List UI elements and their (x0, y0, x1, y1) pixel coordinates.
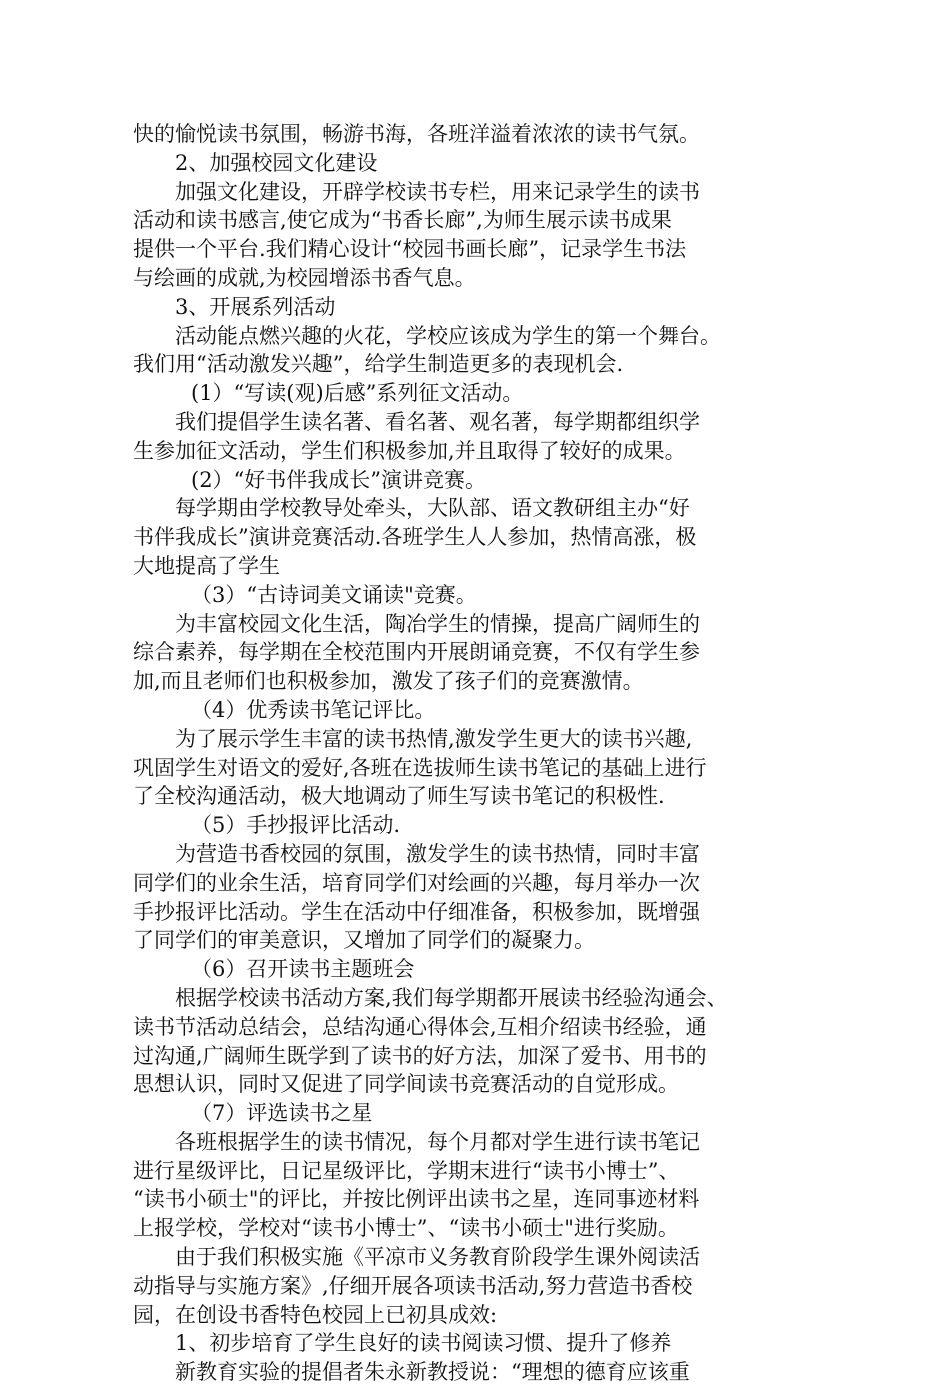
text-line: 我们用“活动激发兴趣”，给学生制造更多的表现机会. (133, 352, 624, 377)
text-line: 生参加征文活动，学生们积极参加,并且取得了较好的成果。 (133, 438, 686, 463)
subsection-heading: （4）优秀读书笔记评比。 (191, 697, 436, 722)
text-line: “读书小硕士"的评比，并按比例评出读书之星，连同事迹材料 (133, 1187, 700, 1212)
subsection-heading: （7）评选读书之星 (191, 1101, 373, 1126)
text-line: 上报学校，学校对“读书小博士”、“读书小硕士"进行奖励。 (133, 1216, 679, 1241)
document-body (133, 120, 823, 1387)
text-line: 快的愉悦读书氛围，畅游书海，各班洋溢着浓浓的读书气氛。 (133, 122, 700, 146)
text-line: 园，在创设书香特色校园上已初具成效: (133, 1302, 498, 1327)
section-heading: 2、加强校园文化建设 (175, 150, 378, 175)
text-line: 活动和读书感言,使它成为“书香长廊”,为师生展示读书成果 (133, 208, 672, 233)
paragraph-start: 为营造书香校园的氛围，激发学生的读书热情，同时丰富 (175, 841, 700, 866)
text-line: 与绘画的成就,为校园增添书香气息。 (133, 265, 476, 290)
text-line: 了全校沟通活动，极大地调动了师生写读书笔记的积极性. (133, 784, 665, 809)
text-line: 同学们的业余生活，培育同学们对绘画的兴趣，每月举办一次 (133, 870, 700, 895)
text-line: 大地提高了学生 (133, 553, 280, 578)
subsection-heading: (2）“好书伴我成长”演讲竞赛。 (191, 467, 487, 492)
section-heading: 1、初步培育了学生良好的读书阅读习惯、提升了修养 (175, 1331, 672, 1356)
subsection-heading: (1）“写读(观)后感”系列征文活动。 (191, 381, 524, 406)
paragraph-start: 新教育实验的提倡者朱永新教授说：“理想的德育应该重 (175, 1360, 690, 1385)
text-line: 加,而且老师们也积极参加，激发了孩子们的竞赛激情。 (133, 669, 644, 694)
paragraph-start: 由于我们积极实施《平凉市义务教育阶段学生课外阅读活 (175, 1245, 700, 1270)
subsection-heading: （6）召开读书主题班会 (191, 957, 415, 982)
paragraph-start: 各班根据学生的读书情况，每个月都对学生进行读书笔记 (175, 1129, 700, 1154)
text-line: 动指导与实施方案》,仔细开展各项读书活动,努力营造书香校 (133, 1273, 693, 1298)
section-heading: 3、开展系列活动 (175, 294, 336, 319)
subsection-heading: （3）“古诗词美文诵读"竞赛。 (191, 582, 477, 607)
text-line: 书伴我成长”演讲竞赛活动.各班学生人人参加，热情高涨，极 (133, 525, 697, 550)
text-line: 进行星级评比，日记星级评比，学期末进行“读书小博士”、 (133, 1158, 680, 1183)
paragraph-start: 为了展示学生丰富的读书热情,激发学生更大的读书兴趣, (175, 726, 693, 751)
text-line: 巩固学生对语文的爱好,各班在选拔师生读书笔记的基础上进行 (133, 755, 707, 780)
paragraph-start: 活动能点燃兴趣的火花，学校应该成为学生的第一个舞台。 (175, 323, 721, 348)
paragraph-start: 每学期由学校教导处牵头，大队部、语文教研组主办“好 (175, 496, 690, 521)
text-line: 提供一个平台.我们精心设计“校园书画长廊”，记录学生书法 (133, 237, 687, 262)
text-line: 综合素养，每学期在全校范围内开展朗诵竞赛，不仅有学生参 (133, 640, 700, 665)
text-line: 手抄报评比活动。学生在活动中仔细准备，积极参加，既增强 (133, 899, 700, 924)
subsection-heading: （5）手抄报评比活动. (191, 813, 401, 838)
text-line: 过沟通,广阔师生既学到了读书的好方法，加深了爱书、用书的 (133, 1043, 707, 1068)
text-line: 读书节活动总结会，总结沟通心得体会,互相介绍读书经验，通 (133, 1014, 707, 1039)
text-line: 了同学们的审美意识，又增加了同学们的凝聚力。 (133, 928, 595, 953)
paragraph-start: 根据学校读书活动方案,我们每学期都开展读书经验沟通会、 (175, 985, 728, 1010)
paragraph-start: 我们提倡学生读名著、看名著、观名著，每学期都组织学 (175, 409, 700, 434)
paragraph-start: 为丰富校园文化生活，陶冶学生的情操，提高广阔师生的 (175, 611, 700, 636)
paragraph-start: 加强文化建设，开辟学校读书专栏，用来记录学生的读书 (175, 179, 700, 204)
text-line: 思想认识，同时又促进了同学间读书竞赛活动的自觉形成。 (133, 1072, 679, 1097)
